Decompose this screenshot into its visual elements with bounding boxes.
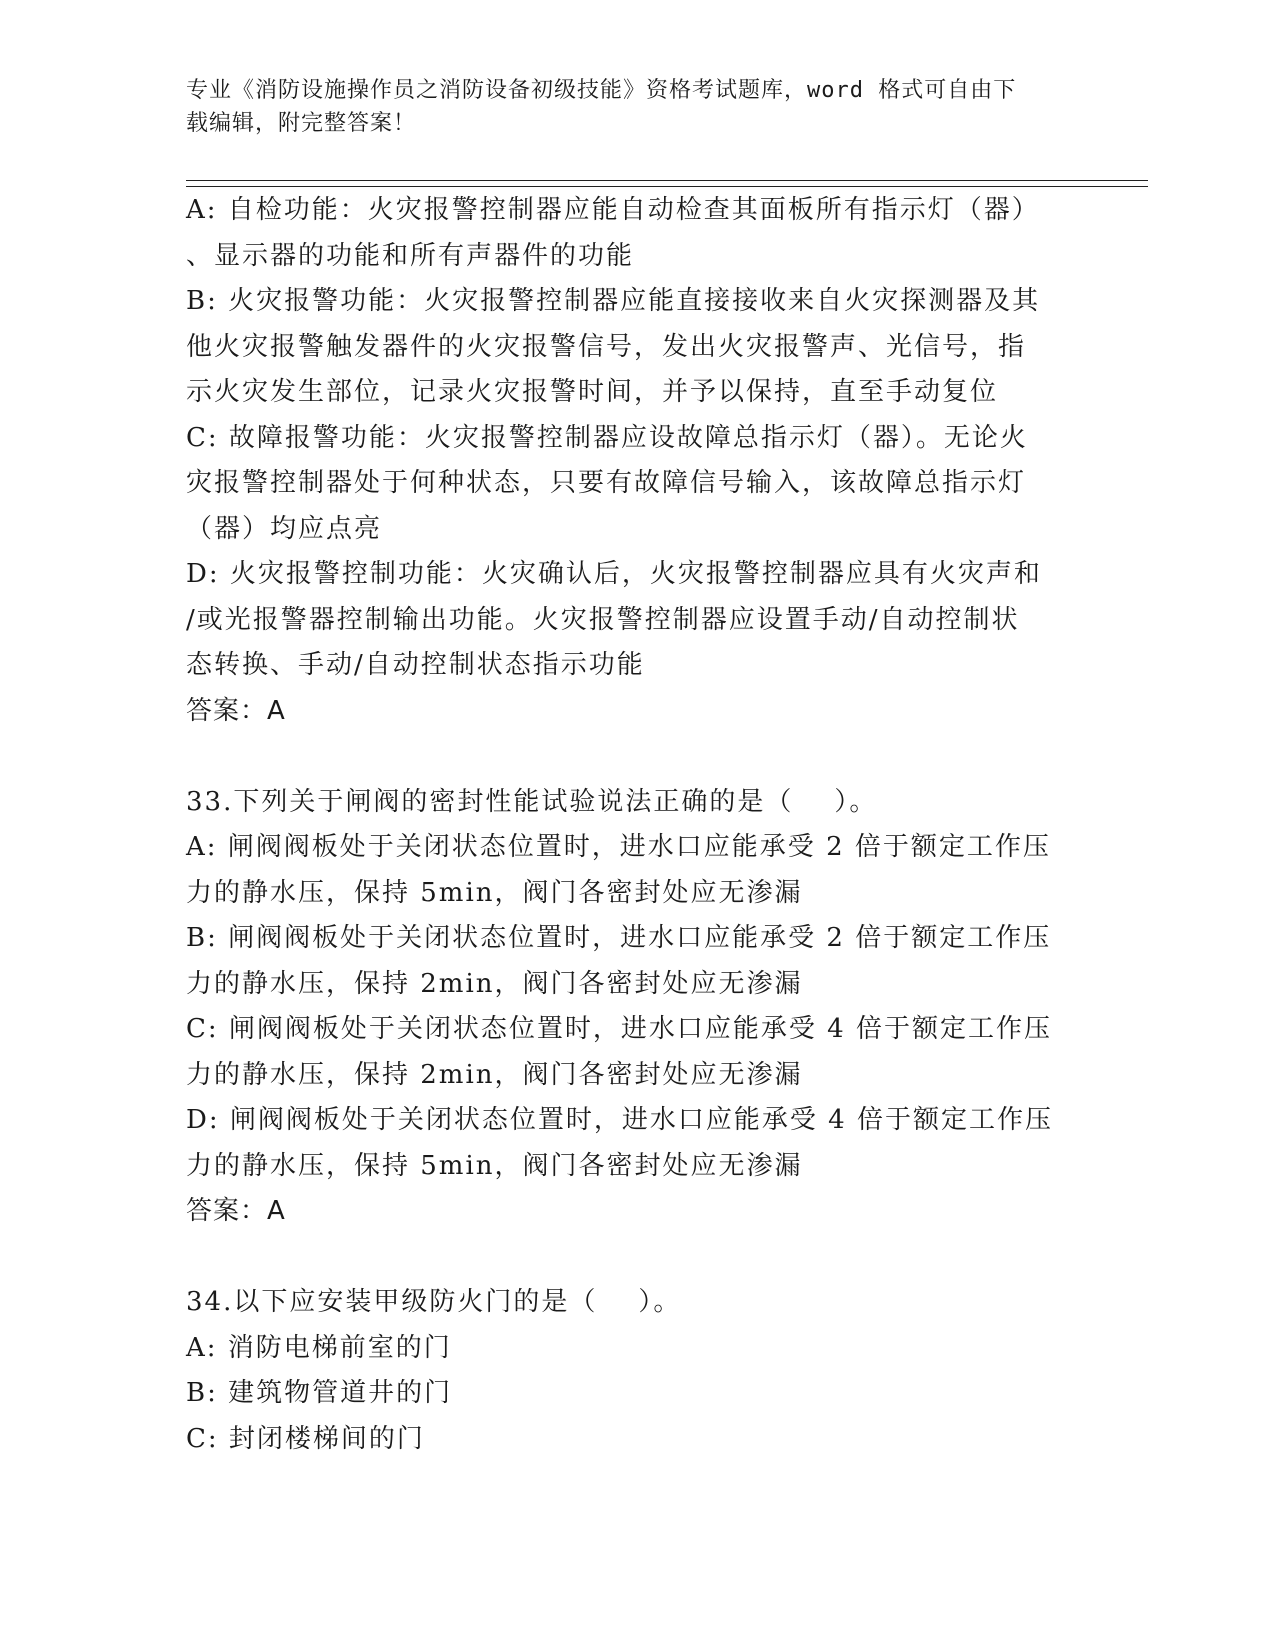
header-line: 专业《消防设施操作员之消防设备初级技能》资格考试题库，word 格式可自由下 [186, 78, 1017, 103]
option-line: C: 故障报警功能：火灾报警控制器应设故障总指示灯（器）。无论火 [186, 422, 1028, 453]
option-line: 力的静水压，保持 5min，阀门各密封处应无渗漏 [186, 877, 803, 908]
question-33 [186, 780, 1086, 1235]
option-line: B: 闸阀阀板处于关闭状态位置时，进水口应能承受 2 倍于额定工作压 [186, 923, 1052, 953]
option-line: B: 建筑物管道井的门 [186, 1378, 453, 1408]
option-line: B: 火灾报警功能：火灾报警控制器应能直接接收来自火灾探测器及其 [186, 286, 1041, 316]
option-line: （器）均应点亮 [186, 513, 383, 544]
question-32-options [186, 188, 1086, 734]
header-divider-top [186, 180, 1148, 181]
option-line: 示火灾发生部位，记录火灾报警时间，并予以保持，直至手动复位 [186, 377, 999, 407]
option-line: 态转换、手动/自动控制状态指示功能 [186, 650, 645, 680]
option-line: 力的静水压，保持 5min，阀门各密封处应无渗漏 [186, 1150, 803, 1181]
document-body [186, 188, 1086, 1462]
option-line: 、显示器的功能和所有声器件的功能 [186, 240, 635, 271]
option-line: 他火灾报警触发器件的火灾报警信号，发出火灾报警声、光信号，指 [186, 331, 1027, 362]
spacer [186, 734, 1086, 780]
option-line: C: 封闭楼梯间的门 [186, 1423, 425, 1454]
option-line: A: 消防电梯前室的门 [186, 1332, 452, 1363]
option-line: D: 火灾报警控制功能：火灾确认后，火灾报警控制器应具有火灾声和 [186, 559, 1042, 589]
answer-label: 答案：A [186, 1196, 286, 1226]
option-line: A: 自检功能：火灾报警控制器应能自动检查其面板所有指示灯（器） [186, 195, 1040, 225]
option-line: A: 闸阀阀板处于关闭状态位置时，进水口应能承受 2 倍于额定工作压 [186, 832, 1051, 862]
question-text: 34.以下应安装甲级防火门的是（ ）。 [186, 1287, 682, 1317]
answer-label: 答案：A [186, 695, 286, 726]
header-line: 载编辑，附完整答案！ [186, 111, 417, 136]
question-34 [186, 1280, 1086, 1462]
document-header [186, 74, 1076, 140]
option-line: 力的静水压，保持 2min，阀门各密封处应无渗漏 [186, 1059, 803, 1090]
spacer [186, 1235, 1086, 1281]
header-divider-bottom [186, 186, 1148, 187]
option-line: 力的静水压，保持 2min，阀门各密封处应无渗漏 [186, 968, 803, 999]
option-line: /或光报警器控制输出功能。火灾报警控制器应设置手动/自动控制状 [186, 604, 1020, 635]
option-line: C: 闸阀阀板处于关闭状态位置时，进水口应能承受 4 倍于额定工作压 [186, 1014, 1052, 1044]
option-line: 灾报警控制器处于何种状态，只要有故障信号输入，该故障总指示灯 [186, 468, 1027, 498]
question-text: 33.下列关于闸阀的密封性能试验说法正确的是（ ）。 [186, 786, 878, 817]
option-line: D: 闸阀阀板处于关闭状态位置时，进水口应能承受 4 倍于额定工作压 [186, 1105, 1053, 1135]
